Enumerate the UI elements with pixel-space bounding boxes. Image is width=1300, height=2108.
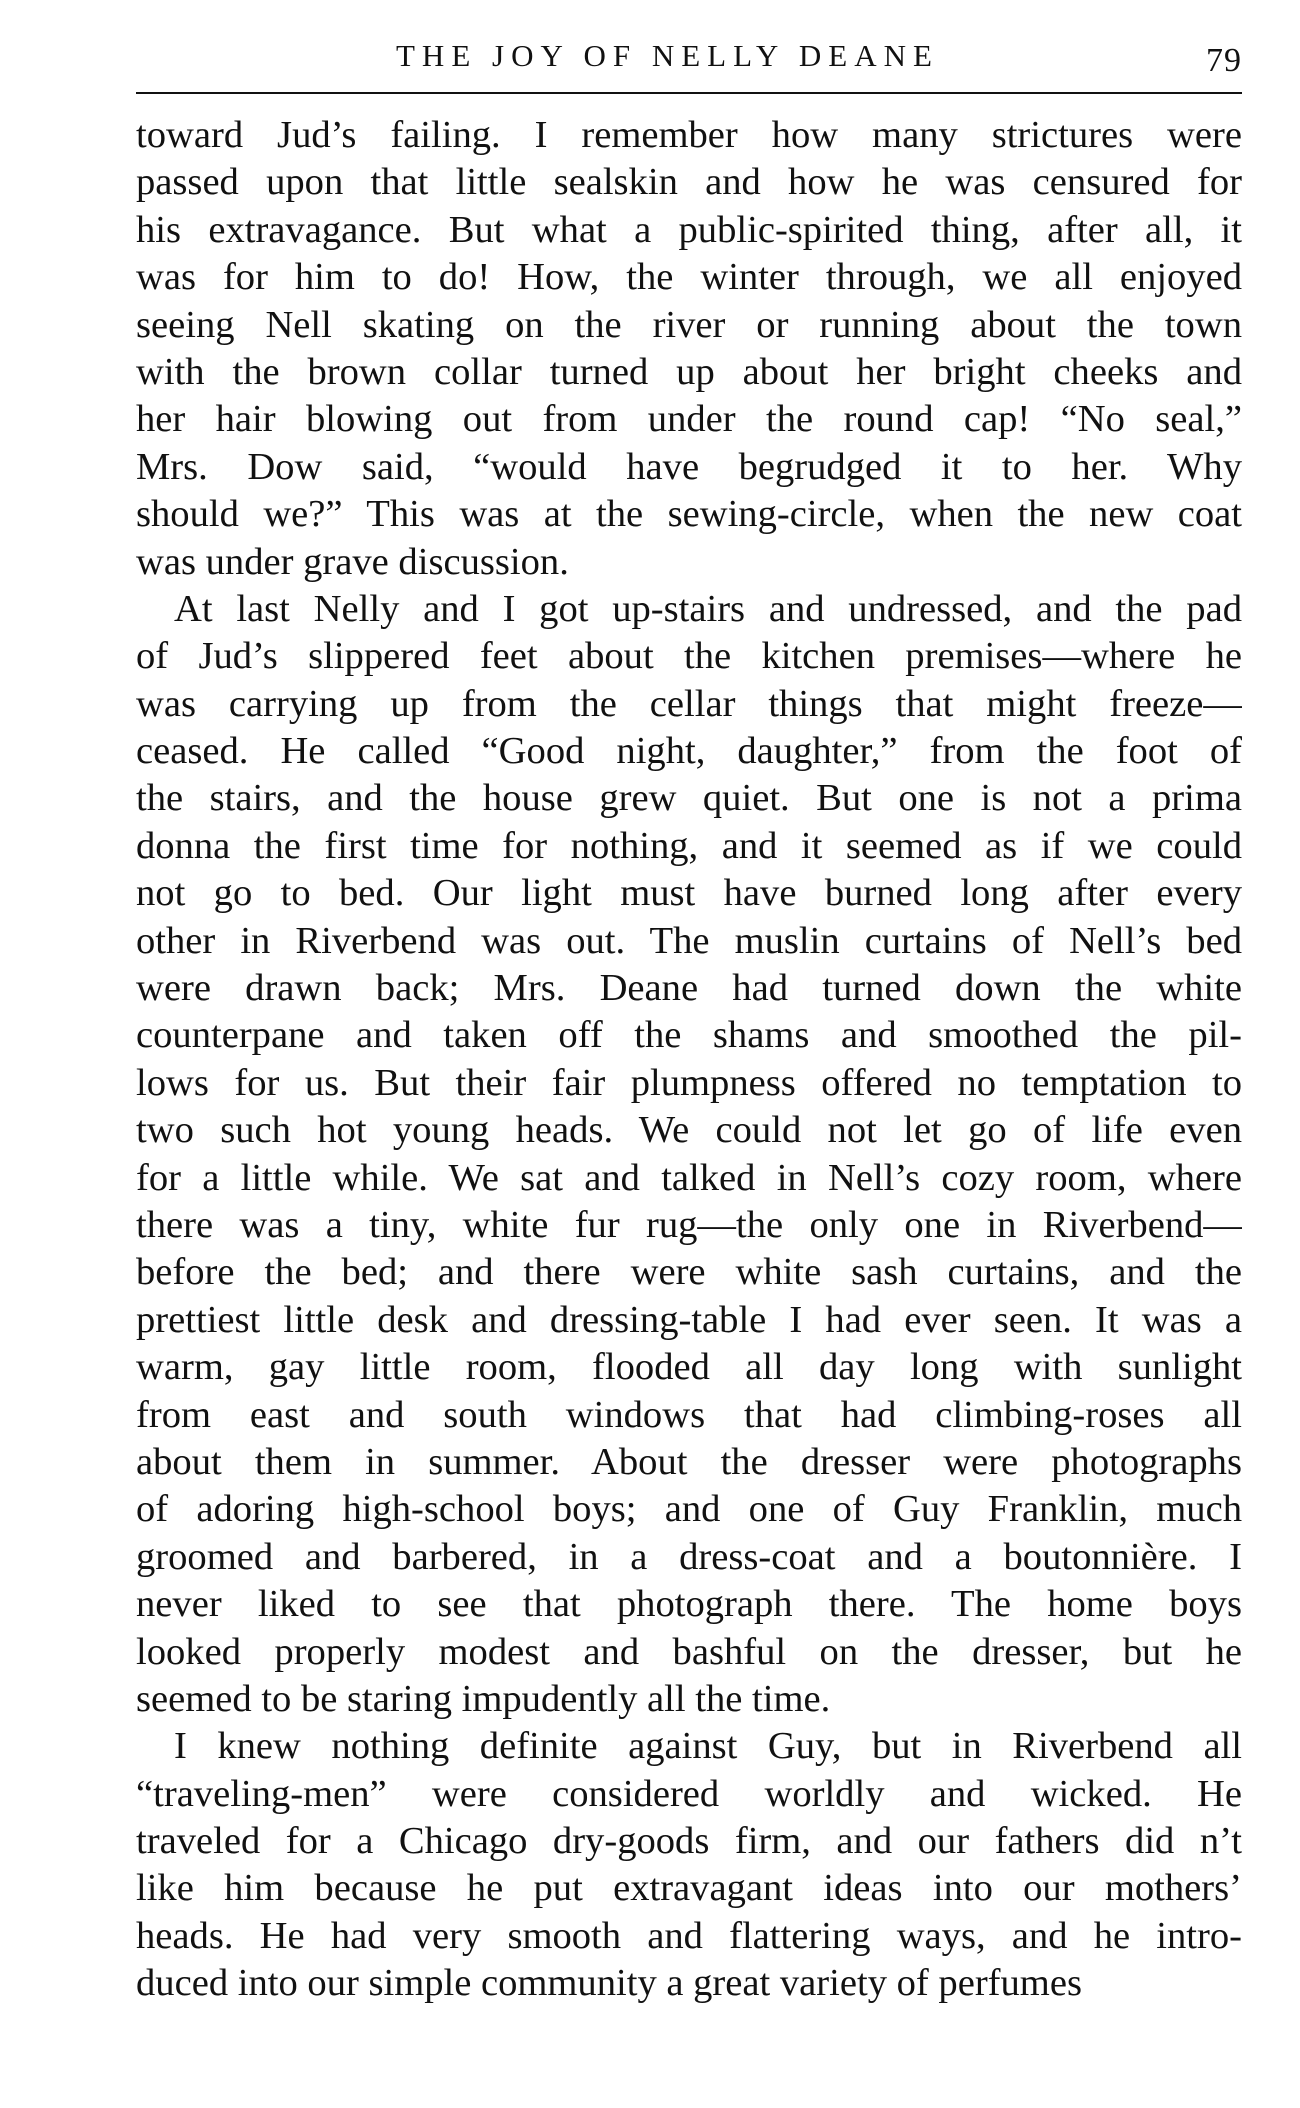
- text-line: “traveling-men” were considered worldly and wicked. He: [136, 1772, 1242, 1815]
- text-line: ceased. He called “Good night, daughter,” from the foot of: [136, 730, 1242, 773]
- text-line: there was a tiny, white fur rug—the only one in Riverbend—: [136, 1203, 1242, 1246]
- text-line: not go to bed. Our light must have burned long after every: [136, 872, 1242, 915]
- text-line: warm, gay little room, flooded all day long with sunlight: [136, 1346, 1242, 1389]
- page-number: 79: [1206, 42, 1242, 79]
- paragraph: [136, 112, 1242, 586]
- text-line: passed upon that little sealskin and how he was censured for: [136, 161, 1242, 204]
- text-line: donna the first time for nothing, and it seemed as if we could: [136, 824, 1242, 867]
- paragraph: [136, 1723, 1242, 2007]
- text-line: should we?” This was at the sewing-circle, when the new coat: [136, 493, 1242, 536]
- text-line: was for him to do! How, the winter through, we all enjoyed: [136, 256, 1242, 299]
- text-line: before the bed; and there were white sash curtains, and the: [136, 1251, 1242, 1294]
- text-line: two such hot young heads. We could not let go of life even: [136, 1109, 1242, 1152]
- text-line: with the brown collar turned up about her bright cheeks and: [136, 350, 1242, 393]
- text-line: duced into our simple community a great variety of perfumes: [136, 1962, 1082, 2005]
- text-line: heads. He had very smooth and flattering ways, and he intro-: [136, 1914, 1242, 1957]
- text-line: were drawn back; Mrs. Deane had turned down the white: [136, 967, 1242, 1010]
- body-text: [136, 112, 1242, 2008]
- text-line: about them in summer. About the dresser were photographs: [136, 1440, 1242, 1483]
- text-line: other in Riverbend was out. The muslin curtains of Nell’s bed: [136, 919, 1242, 962]
- text-line: seeing Nell skating on the river or running about the town: [136, 303, 1242, 346]
- text-line: At last Nelly and I got up-stairs and undressed, and the pad: [174, 587, 1242, 630]
- text-line: never liked to see that photograph there. The home boys: [136, 1583, 1242, 1626]
- text-line: lows for us. But their fair plumpness offered no temptation to: [136, 1061, 1242, 1104]
- text-line: like him because he put extravagant ideas into our mothers’: [136, 1867, 1242, 1910]
- text-line: the stairs, and the house grew quiet. But one is not a prima: [136, 777, 1242, 820]
- text-line: from east and south windows that had climbing-roses all: [136, 1393, 1242, 1436]
- text-line: for a little while. We sat and talked in Nell’s cozy room, where: [136, 1156, 1242, 1199]
- text-line: toward Jud’s failing. I remember how many strictures were: [136, 114, 1242, 156]
- text-line: her hair blowing out from under the round cap! “No seal,”: [136, 398, 1242, 441]
- header-rule: [136, 92, 1242, 94]
- text-line: groomed and barbered, in a dress-coat and a boutonnière. I: [136, 1535, 1242, 1578]
- text-line: was under grave discussion.: [136, 540, 569, 583]
- text-line: his extravagance. But what a public-spirited thing, after all, it: [136, 208, 1242, 251]
- text-line: looked properly modest and bashful on the dresser, but he: [136, 1630, 1242, 1673]
- text-line: of Jud’s slippered feet about the kitchen premises—where he: [136, 635, 1242, 678]
- text-line: of adoring high-school boys; and one of Guy Franklin, much: [136, 1488, 1242, 1531]
- running-title: THE JOY OF NELLY DEANE: [396, 38, 939, 73]
- text-line: prettiest little desk and dressing-table I had ever seen. It was a: [136, 1298, 1242, 1341]
- paragraph: [136, 586, 1242, 1723]
- text-line: counterpane and taken off the shams and smoothed the pil-: [136, 1014, 1242, 1057]
- page-header: [136, 34, 1242, 86]
- text-line: I knew nothing definite against Guy, but in Riverbend all: [174, 1725, 1242, 1768]
- text-line: Mrs. Dow said, “would have begrudged it to her. Why: [136, 445, 1242, 488]
- text-line: was carrying up from the cellar things that might freeze—: [136, 682, 1242, 725]
- text-line: traveled for a Chicago dry-goods firm, and our fathers did n’t: [136, 1820, 1242, 1863]
- text-line: seemed to be staring impudently all the time.: [136, 1677, 831, 1720]
